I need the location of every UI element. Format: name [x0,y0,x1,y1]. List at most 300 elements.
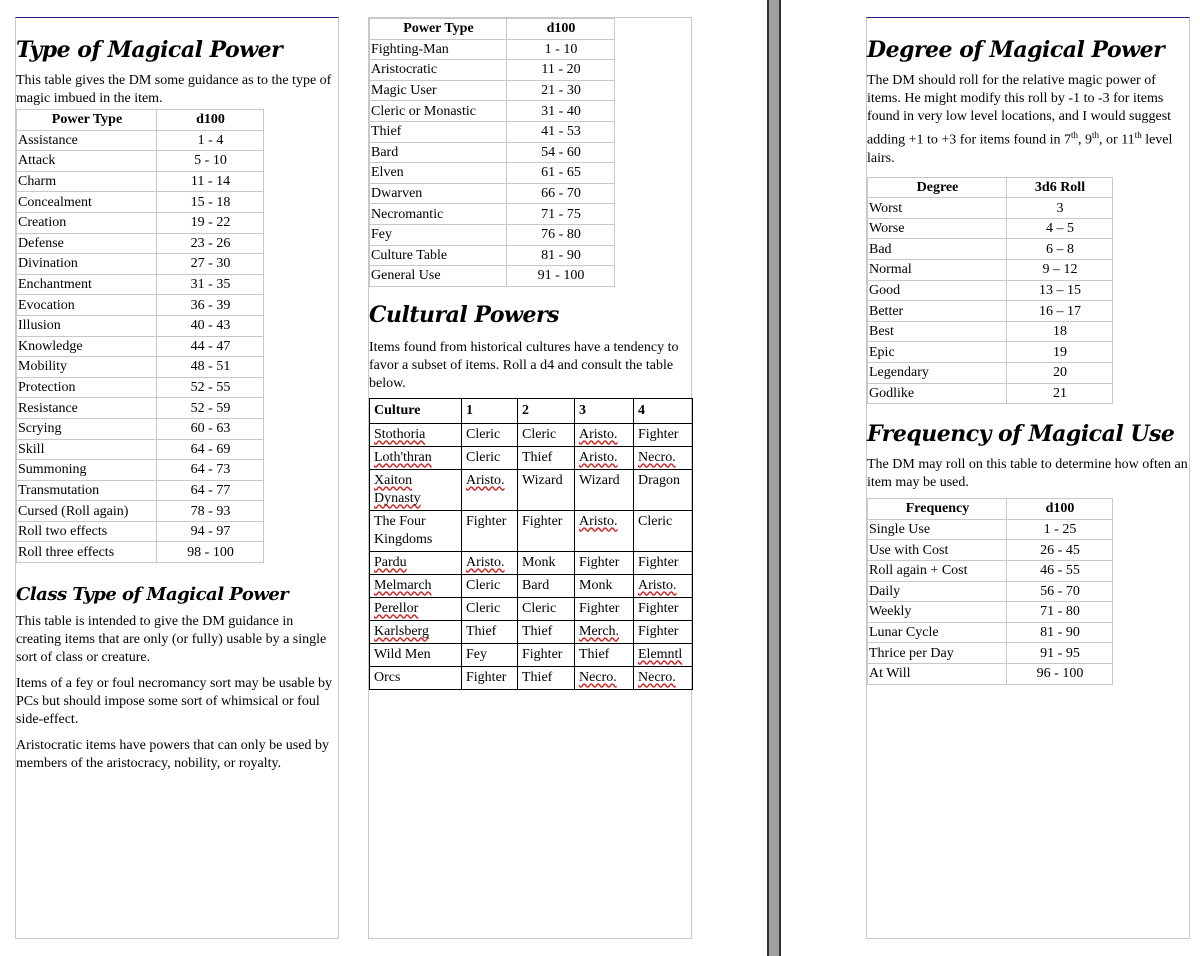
column-header: 3d6 Roll [1007,177,1113,198]
table-cell: 61 - 65 [507,163,615,184]
cell-text: Aristo. [579,449,618,465]
table-cell [370,423,462,446]
table-cell: 71 - 80 [1007,602,1113,623]
column-header: 4 [634,398,693,423]
table-cell: Use with Cost [868,540,1007,561]
table-cell [575,643,634,666]
table-cell: Thief [370,121,507,142]
table-cell: Thrice per Day [868,643,1007,664]
paragraph: Aristocratic items have powers that can only be used by members of the aristocracy, nobility, or royalty. [16,738,329,772]
column-header: Frequency [868,499,1007,520]
table-cell [370,510,462,551]
table-row [868,301,1113,322]
cell-text: Aristo. [466,472,505,488]
table-cell [575,620,634,643]
column-header: Power Type [17,110,157,131]
table-cell: Protection [17,377,157,398]
table-row [868,342,1113,363]
table-cell: 9 – 12 [1007,260,1113,281]
cell-text: Fighter [638,554,679,570]
table-row [370,620,693,643]
cell-text: Karlsberg [374,623,429,639]
table-cell: 1 - 25 [1007,519,1113,540]
table-cell: 16 – 17 [1007,301,1113,322]
table-row [17,254,264,275]
cell-text: Fighter [638,426,679,442]
table-cell: 4 – 5 [1007,218,1113,239]
table-row [370,469,693,510]
table-header-row [868,177,1113,198]
table-row [370,60,615,81]
cell-text: Necro. [579,669,617,685]
cell-text: Wizard [579,472,620,488]
table-header-row [17,110,264,131]
table-row [868,540,1113,561]
table-cell [370,446,462,469]
table-row [17,357,264,378]
table-cell: 27 - 30 [157,254,264,275]
table-cell: 41 - 53 [507,121,615,142]
cell-text: Cleric [522,600,557,616]
heading-frequency-of-magical-use: Frequency of Magical Use [867,421,1175,448]
cell-text: Wild Men [374,646,431,662]
table-cell: Cleric or Monastic [370,101,507,122]
intro-paragraph: This table gives the DM some guidance as to the type of magic imbued in the item. [16,73,332,106]
table-cell: Bard [370,142,507,163]
table-cell: 40 - 43 [157,315,264,336]
cell-text: Aristo. [579,513,618,529]
table-row [868,519,1113,540]
table-cell [370,469,462,510]
table-cell: 52 - 55 [157,377,264,398]
table-cell: 20 [1007,363,1113,384]
cell-text: Cleric [522,426,557,442]
table-cell: Better [868,301,1007,322]
table-cell: Fighting-Man [370,39,507,60]
intro-paragraph: The DM may roll on this table to determine how often an item may be used. [867,457,1188,491]
table-row [17,377,264,398]
table-cell [575,423,634,446]
cell-text: Fighter [579,600,620,616]
cell-text: Dragon [638,472,680,488]
table-cell [370,574,462,597]
table-cell: 19 - 22 [157,212,264,233]
table-row [17,439,264,460]
cell-text: The Four Kingdoms [374,513,433,547]
table-row [370,245,615,266]
table-cell: Culture Table [370,245,507,266]
table-cell: 71 - 75 [507,204,615,225]
table-cell: 6 – 8 [1007,239,1113,260]
cell-text: Necro. [638,669,676,685]
table-cell: 91 - 95 [1007,643,1113,664]
table-cell [634,423,693,446]
cell-text: Aristo. [579,426,618,442]
paragraph: Items of a fey or foul necromancy sort may be usable by PCs but should impose some sort of whimsical or foul side-effect. [16,676,333,728]
table-row [17,542,264,563]
class-power-type-table [369,18,615,287]
cell-text: Xaiton Dynasty [374,472,421,506]
table-cell: 3 [1007,198,1113,219]
cell-text: Cleric [466,449,501,465]
cell-text: Aristo. [638,577,677,593]
table-cell: 48 - 51 [157,357,264,378]
table-cell: At Will [868,663,1007,684]
table-cell [575,666,634,689]
cell-text: Fighter [522,646,563,662]
table-cell [518,446,575,469]
table-row [370,266,615,287]
table-cell [370,551,462,574]
cell-text: Cleric [466,426,501,442]
table-cell [518,551,575,574]
cell-text: Monk [522,554,556,570]
table-cell: 44 - 47 [157,336,264,357]
table-cell: 64 - 73 [157,460,264,481]
table-cell: 1 - 10 [507,39,615,60]
table-cell: Necromantic [370,204,507,225]
intro-text: The DM should roll for the relative magic power of items. He might modify this roll by -1 to -3 for items found in very low level locations, and I would suggest adding +1 to +3 for items found in 7 [867,73,1172,148]
table-cell [462,469,518,510]
table-row [17,295,264,316]
table-cell: 15 - 18 [157,192,264,213]
table-cell: 78 - 93 [157,501,264,522]
table-row [370,224,615,245]
table-cell: Concealment [17,192,157,213]
table-cell: Skill [17,439,157,460]
table-row [17,460,264,481]
table-cell [462,423,518,446]
table-cell: 81 - 90 [1007,622,1113,643]
table-cell [518,620,575,643]
table-cell: 94 - 97 [157,521,264,542]
table-cell: 96 - 100 [1007,663,1113,684]
column-header: d100 [1007,499,1113,520]
heading-type-of-magical-power: Type of Magical Power [16,37,283,63]
table-cell [462,666,518,689]
table-cell [634,510,693,551]
cultural-powers-table [369,398,693,690]
table-cell: 76 - 80 [507,224,615,245]
cell-text: Thief [466,623,497,639]
table-cell: 56 - 70 [1007,581,1113,602]
table-cell: 91 - 100 [507,266,615,287]
table-row [17,521,264,542]
table-cell [634,551,693,574]
cell-text: Fighter [579,554,620,570]
table-cell: Divination [17,254,157,275]
superscript: th [1134,130,1142,140]
table-row [17,171,264,192]
table-cell: Elven [370,163,507,184]
table-cell: 31 - 40 [507,101,615,122]
table-cell: Scrying [17,418,157,439]
table-row [370,80,615,101]
table-cell: General Use [370,266,507,287]
table-cell: 18 [1007,321,1113,342]
table-header-row [868,499,1113,520]
table-cell: Charm [17,171,157,192]
table-row [868,260,1113,281]
cell-text: Wizard [522,472,563,488]
page-column-2 [368,17,692,939]
table-row [370,423,693,446]
table-cell [462,446,518,469]
table-cell: Resistance [17,398,157,419]
table-cell: Single Use [868,519,1007,540]
page-gutter [767,0,781,956]
table-cell [462,510,518,551]
table-row [868,239,1113,260]
page-column-1 [15,17,339,939]
table-cell: Weekly [868,602,1007,623]
table-cell: Roll three effects [17,542,157,563]
table-cell: 1 - 4 [157,130,264,151]
table-cell [575,574,634,597]
table-cell [370,666,462,689]
cell-text: Monk [579,577,613,593]
table-row [868,622,1113,643]
table-cell: Fey [370,224,507,245]
table-cell [518,469,575,510]
table-header-row [370,398,693,423]
cell-text: Thief [522,623,553,639]
table-cell: 60 - 63 [157,418,264,439]
table-row [17,130,264,151]
table-cell: Knowledge [17,336,157,357]
table-row [17,274,264,295]
table-cell: 36 - 39 [157,295,264,316]
table-row [370,446,693,469]
cell-text: Merch. [579,623,620,639]
column-header: 1 [462,398,518,423]
heading-cultural-powers: Cultural Powers [369,301,559,328]
column-header: 3 [575,398,634,423]
table-cell: Good [868,280,1007,301]
column-header: d100 [157,110,264,131]
cell-text: Elemntl [638,646,683,662]
cell-text: Thief [522,669,553,685]
table-cell: 64 - 69 [157,439,264,460]
intro-paragraph: Items found from historical cultures have a tendency to favor a subset of items. Roll a d4 and consult the table below. [369,339,679,391]
table-cell: 21 [1007,383,1113,404]
table-cell: 64 - 77 [157,480,264,501]
table-cell: Mobility [17,357,157,378]
table-cell [462,620,518,643]
table-cell [634,446,693,469]
cell-text: Fighter [638,600,679,616]
table-row [868,383,1113,404]
table-row [868,321,1113,342]
table-row [17,418,264,439]
table-cell: 31 - 35 [157,274,264,295]
table-cell: Godlike [868,383,1007,404]
table-row [17,233,264,254]
table-cell [370,620,462,643]
table-row [17,151,264,172]
table-cell: Summoning [17,460,157,481]
table-row [17,192,264,213]
table-row [370,39,615,60]
table-cell [518,510,575,551]
table-cell: Cursed (Roll again) [17,501,157,522]
table-row [17,398,264,419]
table-row [17,212,264,233]
table-row [370,121,615,142]
table-cell [634,643,693,666]
table-cell [518,666,575,689]
table-row [868,581,1113,602]
table-row [370,643,693,666]
table-cell: 13 – 15 [1007,280,1113,301]
column-header: 2 [518,398,575,423]
intro-paragraph [867,72,1189,168]
table-row [17,315,264,336]
cell-text: Fighter [466,513,507,529]
table-cell [518,597,575,620]
table-cell: 19 [1007,342,1113,363]
table-row [868,218,1113,239]
table-cell: 66 - 70 [507,183,615,204]
table-cell: Epic [868,342,1007,363]
table-cell [575,551,634,574]
table-cell [575,446,634,469]
cell-text: Aristo. [466,554,505,570]
table-cell: Defense [17,233,157,254]
cell-text: Cleric [466,600,501,616]
table-cell: 52 - 59 [157,398,264,419]
table-row [17,480,264,501]
power-type-table [16,109,264,563]
frequency-table [867,498,1113,684]
table-cell [575,510,634,551]
cell-text: Cleric [466,577,501,593]
table-row [370,666,693,689]
heading-degree-of-magical-power: Degree of Magical Power [867,37,1165,63]
cell-text: Fey [466,646,487,662]
table-cell: 11 - 20 [507,60,615,81]
table-row [370,597,693,620]
table-cell [462,643,518,666]
table-row [17,501,264,522]
table-row [370,551,693,574]
cell-text: Thief [579,646,610,662]
cell-text: Stothoria [374,426,426,442]
table-row [868,602,1113,623]
column-header: Culture [370,398,462,423]
cell-text: Pardu [374,554,407,570]
table-cell: 26 - 45 [1007,540,1113,561]
cell-text: Perellor [374,600,419,616]
table-cell: Worst [868,198,1007,219]
table-row [370,101,615,122]
table-cell: Best [868,321,1007,342]
cell-text: Fighter [522,513,563,529]
superscript: th [1092,130,1100,140]
table-row [370,142,615,163]
degree-table [867,177,1113,405]
table-cell: 98 - 100 [157,542,264,563]
cell-text: Thief [522,449,553,465]
table-cell: Creation [17,212,157,233]
table-cell: Lunar Cycle [868,622,1007,643]
cell-text: Bard [522,577,550,593]
table-row [370,574,693,597]
table-cell [370,597,462,620]
table-cell [575,469,634,510]
cell-text: Necro. [638,449,676,465]
column-header: Power Type [370,19,507,40]
table-cell: Worse [868,218,1007,239]
table-cell: 81 - 90 [507,245,615,266]
table-row [370,510,693,551]
table-cell [634,666,693,689]
table-cell: 5 - 10 [157,151,264,172]
table-cell: Enchantment [17,274,157,295]
table-cell [634,597,693,620]
table-cell: Aristocratic [370,60,507,81]
table-cell: 23 - 26 [157,233,264,254]
cell-text: Melmarch [374,577,432,593]
table-cell: 46 - 55 [1007,560,1113,581]
paragraph: This table is intended to give the DM guidance in creating items that are only (or fully) usable by a single sort of class or creature. [16,614,327,666]
table-cell: Roll again + Cost [868,560,1007,581]
table-cell: Evocation [17,295,157,316]
table-cell [518,574,575,597]
column-header: Degree [868,177,1007,198]
table-cell [634,620,693,643]
intro-text: , or 11 [1099,132,1135,148]
table-row [868,560,1113,581]
table-row [370,183,615,204]
table-cell [462,551,518,574]
table-cell: Roll two effects [17,521,157,542]
heading-class-type-of-magical-power: Class Type of Magical Power [16,584,289,606]
page-column-3 [866,17,1190,939]
table-cell [634,574,693,597]
superscript: th [1071,130,1079,140]
table-cell: Bad [868,239,1007,260]
table-cell [575,597,634,620]
table-row [868,280,1113,301]
table-cell: 11 - 14 [157,171,264,192]
table-row [868,198,1113,219]
table-cell: Legendary [868,363,1007,384]
cell-text: Orcs [374,669,401,685]
cell-text: Cleric [638,513,673,529]
table-cell: Attack [17,151,157,172]
table-cell [634,469,693,510]
table-row [370,204,615,225]
cell-text: Fighter [638,623,679,639]
column-header: d100 [507,19,615,40]
table-row [868,363,1113,384]
table-cell: Assistance [17,130,157,151]
table-cell: 54 - 60 [507,142,615,163]
table-row [370,163,615,184]
table-cell: Magic User [370,80,507,101]
table-cell [518,643,575,666]
table-row [868,643,1113,664]
table-cell [518,423,575,446]
table-cell: 21 - 30 [507,80,615,101]
intro-text: level lairs. [867,132,1173,166]
table-cell: Daily [868,581,1007,602]
table-cell: Dwarven [370,183,507,204]
cell-text: Loth'thran [374,449,432,465]
table-cell: Transmutation [17,480,157,501]
table-row [17,336,264,357]
